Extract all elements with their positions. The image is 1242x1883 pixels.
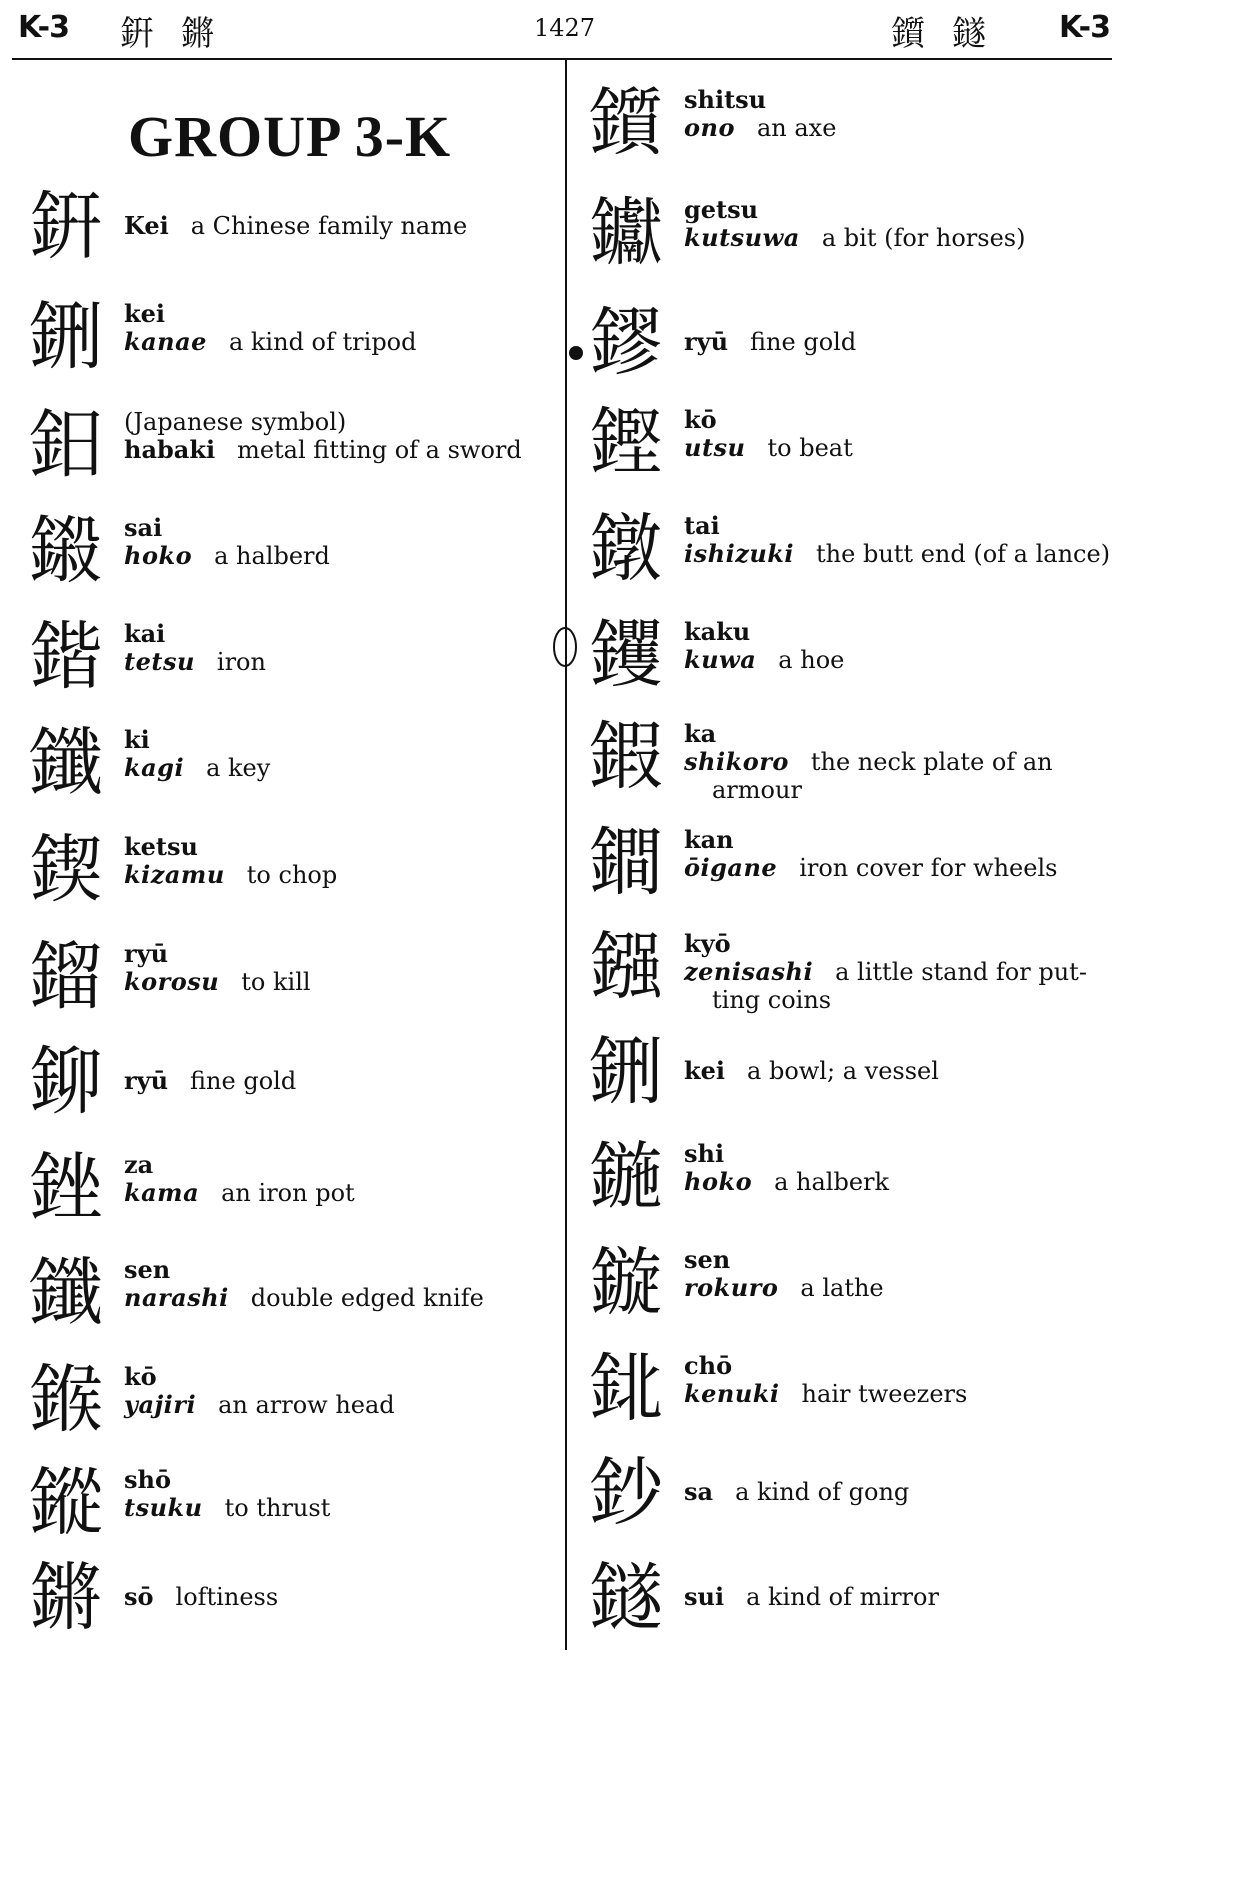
entry-text xyxy=(684,618,1118,674)
entry-japanese-word: ono xyxy=(684,113,735,142)
entry-japanese-word: ōigane xyxy=(684,853,778,882)
dictionary-entry xyxy=(578,78,1118,178)
dictionary-entry xyxy=(578,610,1118,710)
entry-meaning: metal fitting of a sword xyxy=(237,436,522,464)
entry-japanese-word: yajiri xyxy=(124,1390,197,1419)
dictionary-entry xyxy=(578,1553,1118,1653)
header-left-kanji: 銒 鏘 xyxy=(120,14,223,54)
entry-japanese-word: kenuki xyxy=(684,1379,780,1408)
entry-text xyxy=(124,833,558,889)
entry-kanji: 銼 xyxy=(29,1145,103,1231)
entry-reading: kei xyxy=(124,299,166,328)
entry-text xyxy=(684,826,1118,882)
group-title: GROUP 3-K xyxy=(128,104,452,169)
entry-reading: kō xyxy=(124,1362,157,1391)
entry-reading: getsu xyxy=(684,195,759,224)
entry-japanese-word: rokuro xyxy=(684,1273,779,1302)
entry-japanese-word: kutsuwa xyxy=(684,223,800,252)
entry-text xyxy=(684,1583,1118,1611)
entry-reading: shitsu xyxy=(684,85,767,114)
entry-meaning: loftiness xyxy=(175,1583,279,1611)
entry-japanese-word: tsuku xyxy=(124,1493,203,1522)
entry-reading: sa xyxy=(684,1477,714,1506)
entry-kanji: 鉶 xyxy=(589,1029,663,1115)
entry-text xyxy=(684,1478,1118,1506)
entry-kanji: 鏘 xyxy=(29,1555,103,1641)
entry-meaning: a hoe xyxy=(778,646,845,674)
entry-reading: ryū xyxy=(684,327,729,356)
dictionary-entry xyxy=(18,506,558,606)
entry-kanji: 鐓 xyxy=(589,506,663,592)
entry-kanji: 鎩 xyxy=(29,508,103,594)
dictionary-entry xyxy=(578,298,1118,398)
entry-text xyxy=(124,940,558,996)
entry-meaning: a Chinese family name xyxy=(190,212,468,240)
page-header xyxy=(12,0,1112,60)
entry-meaning: to kill xyxy=(241,968,311,996)
entry-text xyxy=(684,720,1118,804)
entry-text xyxy=(684,406,1118,462)
dictionary-entry xyxy=(578,1448,1118,1548)
entry-text xyxy=(124,1466,558,1522)
entry-meaning: to chop xyxy=(246,861,338,889)
entry-reading: ketsu xyxy=(124,832,198,861)
entry-text xyxy=(124,1151,558,1207)
entry-japanese-word: kanae xyxy=(124,327,207,356)
column-divider xyxy=(565,58,567,1650)
dictionary-entry xyxy=(578,1132,1118,1232)
dictionary-entry xyxy=(18,1037,558,1137)
entry-kanji: 鏐 xyxy=(589,300,663,386)
dictionary-entry xyxy=(578,1344,1118,1444)
entry-meaning: a bowl; a vessel xyxy=(747,1057,939,1085)
entry-kanji: 鎦 xyxy=(29,934,103,1020)
entry-reading: sō xyxy=(124,1582,154,1611)
entry-text xyxy=(684,930,1118,1014)
entry-text xyxy=(124,1363,558,1419)
entry-japanese-word: zenisashi xyxy=(684,957,814,986)
entry-text xyxy=(124,1067,558,1095)
entry-meaning: a bit (for horses) xyxy=(821,224,1026,252)
entry-reading: chō xyxy=(684,1351,733,1380)
entry-reading: kei xyxy=(684,1056,726,1085)
entry-reading: kaku xyxy=(684,617,751,646)
entry-kanji: 鍦 xyxy=(589,1134,663,1220)
entry-meaning: a kind of gong xyxy=(735,1478,910,1506)
header-right-kanji: 鑕 鐩 xyxy=(891,14,994,54)
entry-meaning: a kind of tripod xyxy=(228,328,417,356)
entry-reading: kō xyxy=(684,405,717,434)
entry-japanese-word: kuwa xyxy=(684,645,757,674)
entry-meaning: an axe xyxy=(756,114,837,142)
entry-text xyxy=(684,1057,1118,1085)
entry-meaning: a kind of mirror xyxy=(746,1583,939,1611)
entry-japanese-word: tetsu xyxy=(124,647,195,676)
entry-kanji: 鏦 xyxy=(29,1460,103,1546)
entry-reading: ka xyxy=(684,719,717,748)
entry-kanji: 鐧 xyxy=(589,820,663,906)
dictionary-entry xyxy=(18,1458,558,1558)
entry-text xyxy=(684,1140,1118,1196)
entry-kanji: 鏗 xyxy=(589,400,663,486)
entry-meaning: hair tweezers xyxy=(801,1380,968,1408)
entry-reading: shi xyxy=(684,1139,725,1168)
entry-meaning-continuation: ting coins xyxy=(712,986,832,1014)
entry-kanji: 鈤 xyxy=(29,402,103,488)
entry-japanese-word: korosu xyxy=(124,967,220,996)
dictionary-entry xyxy=(18,718,558,818)
entry-kanji: 鉳 xyxy=(589,1346,663,1432)
entry-kanji: 鑕 xyxy=(589,80,663,166)
entry-kanji: 鏹 xyxy=(589,924,663,1010)
entry-japanese-word: shikoro xyxy=(684,747,789,776)
dictionary-entry xyxy=(18,1553,558,1653)
entry-text xyxy=(684,1352,1118,1408)
entry-kanji: 钀 xyxy=(589,190,663,276)
entry-reading: kai xyxy=(124,619,166,648)
header-left-code: K-3 xyxy=(18,10,69,45)
entry-japanese-word: kizamu xyxy=(124,860,225,889)
entry-text xyxy=(124,1583,558,1611)
page-number: 1427 xyxy=(534,14,596,42)
entry-text xyxy=(684,512,1118,568)
entry-reading: za xyxy=(124,1150,154,1179)
dictionary-entry xyxy=(18,932,558,1032)
entry-meaning: an arrow head xyxy=(218,1391,395,1419)
entry-kanji: 鉶 xyxy=(29,294,103,380)
entry-reading: kyō xyxy=(684,929,731,958)
entry-japanese-word: kagi xyxy=(124,753,185,782)
entry-meaning: to thrust xyxy=(224,1494,331,1522)
entry-kanji: 鈔 xyxy=(589,1450,663,1536)
entry-meaning: to beat xyxy=(767,434,853,462)
entry-kanji: 鍥 xyxy=(29,827,103,913)
entry-kanji: 鍇 xyxy=(29,614,103,700)
entry-japanese-word: hoko xyxy=(684,1167,753,1196)
entry-kanji: 鍭 xyxy=(29,1357,103,1443)
entry-reading: sai xyxy=(124,513,163,542)
dictionary-entry xyxy=(18,825,558,925)
entry-text xyxy=(684,328,1118,356)
dictionary-entry xyxy=(18,1143,558,1243)
entry-reading: ryū xyxy=(124,1066,169,1095)
entry-note: (Japanese symbol) xyxy=(124,408,347,436)
entry-kanji: 鍜 xyxy=(589,714,663,800)
entry-meaning: an iron pot xyxy=(221,1179,355,1207)
entry-japanese-word: utsu xyxy=(684,433,746,462)
entry-kanji: 鐩 xyxy=(589,1555,663,1641)
entry-reading: sen xyxy=(684,1245,731,1274)
header-right-code: K-3 xyxy=(1059,10,1110,45)
entry-text xyxy=(124,1256,558,1312)
entry-reading: Kei xyxy=(124,211,169,240)
entry-japanese-word: hoko xyxy=(124,541,193,570)
entry-japanese-word: kama xyxy=(124,1178,200,1207)
entry-reading: ki xyxy=(124,725,150,754)
entry-text xyxy=(684,196,1118,252)
entry-meaning: iron cover for wheels xyxy=(799,854,1058,882)
entry-meaning: double edged knife xyxy=(250,1284,484,1312)
entry-reading: kan xyxy=(684,825,734,854)
entry-meaning: fine gold xyxy=(190,1067,297,1095)
entry-reading: ryū xyxy=(124,939,169,968)
margin-dot-mark xyxy=(566,343,586,363)
dictionary-entry xyxy=(578,712,1118,812)
entry-meaning: the butt end (of a lance) xyxy=(816,540,1111,568)
dictionary-entry xyxy=(18,612,558,712)
dictionary-entry xyxy=(578,398,1118,498)
entry-text xyxy=(684,86,1118,142)
entry-kanji: 鏇 xyxy=(589,1240,663,1326)
entry-kanji: 鉚 xyxy=(29,1039,103,1125)
dictionary-entry xyxy=(578,1238,1118,1338)
entry-text xyxy=(124,300,558,356)
entry-kanji: 鑯 xyxy=(29,1250,103,1336)
dictionary-entry xyxy=(18,182,558,282)
dictionary-entry xyxy=(578,504,1118,604)
entry-text xyxy=(124,514,558,570)
entry-reading: sui xyxy=(684,1582,725,1611)
entry-japanese-word: narashi xyxy=(124,1283,229,1312)
entry-meaning: a halberd xyxy=(214,542,330,570)
entry-meaning-continuation: armour xyxy=(712,776,802,804)
entry-meaning: iron xyxy=(216,648,266,676)
entry-text xyxy=(124,620,558,676)
entry-japanese-word: ishizuki xyxy=(684,539,795,568)
entry-meaning: a little stand for put- xyxy=(835,958,1087,986)
entry-reading: sen xyxy=(124,1255,171,1284)
entry-kanji: 銒 xyxy=(29,184,103,270)
dictionary-entry xyxy=(18,1355,558,1455)
dictionary-entry xyxy=(578,922,1118,1022)
entry-meaning: the neck plate of an xyxy=(810,748,1053,776)
entry-meaning: fine gold xyxy=(750,328,857,356)
entry-meaning: a lathe xyxy=(800,1274,884,1302)
dictionary-entry xyxy=(18,1248,558,1348)
entry-text xyxy=(124,408,558,464)
entry-reading: tai xyxy=(684,511,720,540)
entry-reading: shō xyxy=(124,1465,171,1494)
entry-kanji: 鑯 xyxy=(29,720,103,806)
dictionary-entry xyxy=(578,188,1118,288)
dictionary-entry xyxy=(578,818,1118,918)
dictionary-entry xyxy=(18,292,558,392)
entry-meaning: a key xyxy=(206,754,271,782)
entry-reading: habaki xyxy=(124,435,216,464)
dictionary-entry xyxy=(578,1027,1118,1127)
entry-text xyxy=(124,212,558,240)
margin-circle-mark xyxy=(550,624,580,670)
entry-text xyxy=(684,1246,1118,1302)
dictionary-entry xyxy=(18,400,558,500)
entry-kanji: 钁 xyxy=(589,612,663,698)
entry-text xyxy=(124,726,558,782)
entry-meaning: a halberk xyxy=(774,1168,890,1196)
